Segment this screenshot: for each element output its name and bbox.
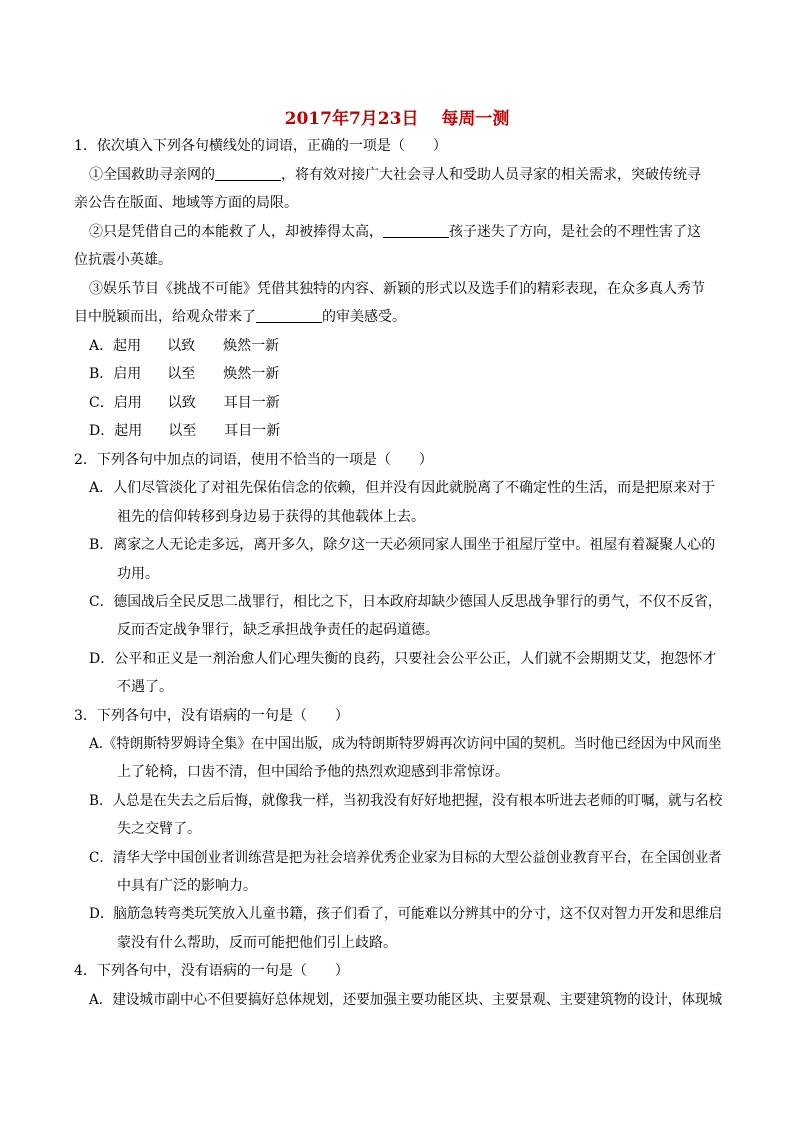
option-letter: B．: [89, 366, 114, 382]
q1-s1-text-post: ，将有效对接广大社会寻人和受助人员寻家的相关需求，突破传统寻: [281, 167, 701, 183]
option-word-2: 以至: [168, 423, 197, 439]
option-word-2: 以至: [167, 366, 196, 382]
q1-sentence-1-line-1: [89, 165, 701, 185]
q2-option-d-line-1[interactable]: D．公平和正义是一剂治愈人们心理失衡的良药，只要社会公平公正，人们就不会期期艾艾，抱怨怀才: [89, 651, 717, 667]
option-word-3: 耳目一新: [223, 395, 280, 411]
option-word-2: 以致: [167, 338, 196, 354]
option-letter: C．: [89, 395, 114, 411]
q1-sentence-1-line-2: 亲公告在版面、地域等方面的局限。: [74, 195, 298, 211]
q3-option-a-line-2: 上了轮椅，口齿不清，但中国给予他的热烈欢迎感到非常惊讶。: [117, 764, 509, 780]
option-word-1: 起用: [113, 338, 142, 354]
q1-s3-text-pre: 目中脱颖而出，给观众带来了: [74, 309, 256, 325]
q3-option-c-line-2: 中具有广泛的影响力。: [117, 878, 257, 894]
option-word-1: 启用: [113, 395, 142, 411]
page-title: 2017年7月23日 每周一测: [284, 109, 510, 129]
answer-blank: [215, 166, 281, 181]
q3-option-a-line-1[interactable]: A.《特朗斯特罗姆诗全集》在中国出版，成为特朗斯特罗姆再次访问中国的契机。当时他已经因为中风而坐: [89, 736, 722, 752]
q3-option-d-line-2: 蒙没有什么帮助，反而可能把他们引上歧路。: [117, 935, 397, 951]
q1-s3-text-post: 的审美感受。: [322, 309, 406, 325]
q2-option-d-line-2: 不遇了。: [117, 679, 173, 695]
q3-option-b-line-1[interactable]: B．人总是在失去之后后悔，就像我一样，当初我没有好好地把握，没有根本听进去老师的叮嘱，就与名校: [89, 793, 723, 809]
answer-blank: [383, 223, 449, 238]
answer-blank: [256, 308, 322, 323]
option-letter: D．: [89, 423, 115, 439]
q1-s2-text-post: 孩子迷失了方向，是社会的不理性害了这: [449, 224, 701, 240]
option-word-3: 焕然一新: [223, 338, 280, 354]
q1-s2-text-pre: ②只是凭借自己的本能救了人，却被捧得太高，: [89, 224, 383, 240]
q1-option-b[interactable]: [89, 364, 279, 384]
q2-option-c-line-2: 反而否定战争罪行，缺乏承担战争责任的起码道德。: [117, 622, 439, 638]
q2-stem: 2．下列各句中加点的词语，使用不恰当的一项是（ ）: [74, 452, 433, 468]
q2-option-b-line-2: 功用。: [117, 566, 159, 582]
q3-stem: 3．下列各句中，没有语病的一句是（ ）: [74, 708, 349, 724]
option-word-1: 起用: [114, 423, 143, 439]
option-word-1: 启用: [113, 366, 142, 382]
option-word-3: 耳目一新: [224, 423, 281, 439]
q1-option-d[interactable]: [89, 421, 280, 441]
q2-option-b-line-1[interactable]: B．离家之人无论走多远，离开多久，除夕这一天必须同家人围坐于祖屋厅堂中。祖屋有着凝聚人心的: [89, 537, 716, 553]
q1-option-a[interactable]: [89, 336, 279, 356]
q2-option-c-line-1[interactable]: C．德国战后全民反思二战罪行，相比之下，日本政府却缺少德国人反思战争罪行的勇气，不仅不反省，: [89, 594, 722, 610]
q4-stem: 4．下列各句中，没有语病的一句是（ ）: [74, 963, 349, 979]
q1-stem: 1．依次填入下列各句横线处的词语，正确的一项是（ ）: [74, 138, 447, 154]
q1-sentence-3-line-1: ③娱乐节目《挑战不可能》凭借其独特的内容、新颖的形式以及选手们的精彩表现，在众多真人秀节: [89, 281, 705, 297]
q2-option-a-line-2: 祖先的信仰转移到身边易于获得的其他载体上去。: [117, 509, 425, 525]
option-word-3: 焕然一新: [223, 366, 280, 382]
q1-option-c[interactable]: [89, 393, 280, 413]
q4-option-a-line-1[interactable]: A．建设城市副中心不但要搞好总体规划，还要加强主要功能区块、主要景观、主要建筑物的设计，体现城: [89, 992, 723, 1008]
q2-option-a-line-1[interactable]: A．人们尽管淡化了对祖先保佑信念的依赖，但并没有因此就脱离了不确定性的生活，而是把原来对于: [89, 480, 716, 496]
option-word-2: 以致: [167, 395, 196, 411]
q1-sentence-3-line-2: [74, 307, 406, 327]
q1-sentence-2-line-1: [89, 222, 701, 242]
q1-sentence-2-line-2: 位抗震小英雄。: [74, 252, 172, 268]
q3-option-d-line-1[interactable]: D．脑筋急转弯类玩笑放入儿童书籍，孩子们看了，可能难以分辨其中的分寸，这不仅对智力开发和思维启: [89, 906, 723, 922]
q3-option-b-line-2: 失之交臂了。: [117, 821, 201, 837]
q1-s1-text-pre: ①全国救助寻亲网的: [89, 167, 215, 183]
q3-option-c-line-1[interactable]: C．清华大学中国创业者训练营是把为社会培养优秀企业家为目标的大型公益创业教育平台，在全国创业者: [89, 850, 722, 866]
option-letter: A．: [89, 338, 114, 354]
